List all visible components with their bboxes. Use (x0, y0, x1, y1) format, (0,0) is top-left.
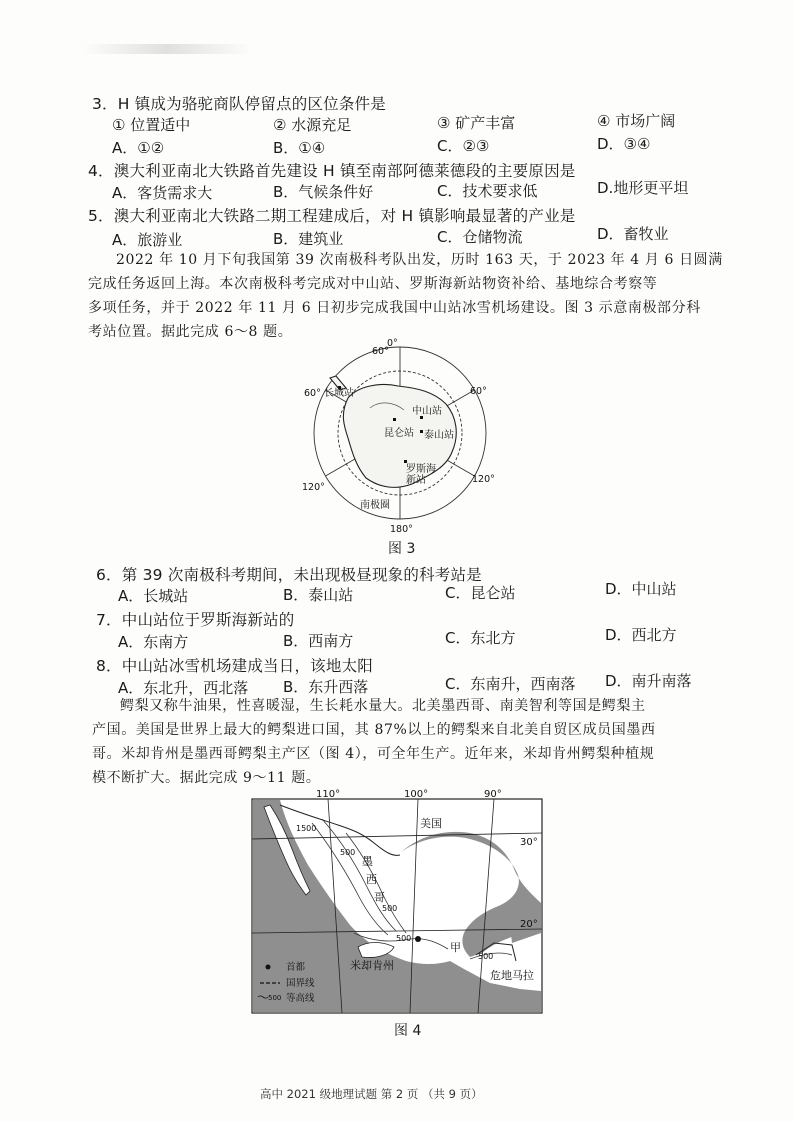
question-4-stem: 4．澳大利亚南北大铁路首先建设 H 镇至南部阿德莱德段的主要原因是 (88, 162, 576, 180)
q5-option-c[interactable]: C．仓储物流 (437, 228, 523, 246)
q4-option-b[interactable]: B．气候条件好 (273, 183, 374, 201)
region-label-michoacan: 米却肯州 (350, 959, 394, 972)
passage-1 (88, 248, 723, 344)
q3-item-2: ② 水源充足 (273, 116, 352, 134)
contour-value: 500 (340, 848, 356, 857)
q3-option-d[interactable]: D．③④ (597, 135, 651, 153)
station-label-zhongshan: 中山站 (412, 406, 442, 417)
q7-option-c[interactable]: C．东北方 (445, 629, 516, 647)
q4-option-d[interactable]: D.地形更平坦 (597, 179, 689, 197)
fig3-deg-top: 0° (387, 338, 398, 349)
header-smudge (82, 44, 252, 54)
lat-label-20: 20° (520, 919, 538, 930)
passage-2-line: 哥。米却肯州是墨西哥鳄梨主产区（图 4），可全年生产。近年来，米却肯州鳄梨种植规 (92, 746, 655, 762)
label-antarctic-circle: 南极圈 (360, 500, 390, 511)
station-label-taishan: 泰山站 (424, 430, 454, 441)
q3-option-c[interactable]: C．②③ (437, 137, 490, 155)
page-footer: 高中 2021 级地理试题 第 2 页 （共 9 页） (260, 1087, 483, 1101)
question-8-stem: 8．中山站冰雪机场建成当日，该地太阳 (96, 657, 373, 675)
passage-1-line: 完成任务返回上海。本次南极科考完成对中山站、罗斯海新站物资补给、基地综合考察等 (88, 276, 658, 292)
station-marker-ross-sea (404, 460, 407, 463)
passage-2-line: 模不断扩大。据此完成 9～11 题。 (92, 770, 321, 786)
passage-2-line: 鳄梨又称牛油果，性喜暖湿，生长耗水量大。北美墨西哥、南美智利等国是鳄梨主 (120, 698, 646, 714)
q6-option-d[interactable]: D．中山站 (605, 580, 677, 598)
q8-option-a[interactable]: A．东北升，西北落 (118, 679, 249, 697)
legend-contour-label: 等高线 (286, 993, 315, 1004)
place-label-jia: 甲 (450, 941, 461, 954)
q3-option-b[interactable]: B．①④ (273, 139, 326, 157)
q8-option-d[interactable]: D．南升南落 (605, 672, 692, 690)
station-marker-kunlun (393, 418, 396, 421)
contour-value: 500 (478, 952, 494, 961)
lat-label-30: 30° (520, 837, 538, 848)
q5-option-a[interactable]: A．旅游业 (112, 231, 183, 249)
q3-item-4: ④ 市场广阔 (597, 112, 676, 130)
fig3-deg-bottom-left: 120° (302, 482, 325, 493)
question-5-stem: 5．澳大利亚南北大铁路二期工程建成后，对 H 镇影响最显著的产业是 (88, 207, 576, 225)
country-label-mexico-1: 墨 (362, 855, 373, 868)
fig3-deg-top-left: 60° (372, 346, 389, 357)
station-label-kunlun: 昆仑站 (384, 428, 414, 439)
q3-item-1: ① 位置适中 (112, 116, 191, 134)
q5-option-d[interactable]: D．畜牧业 (597, 225, 669, 243)
contour-value: 500 (382, 904, 398, 913)
figure-4-caption: 图 4 (394, 1023, 422, 1039)
q7-option-d[interactable]: D．西北方 (605, 626, 677, 644)
legend-border-label: 国界线 (286, 978, 315, 989)
q6-option-b[interactable]: B．泰山站 (283, 586, 354, 604)
country-label-guatemala: 危地马拉 (490, 969, 534, 982)
contour-value: 500 (396, 934, 412, 943)
q3-item-3: ③ 矿产丰富 (437, 114, 516, 132)
lon-label-110: 110° (316, 789, 341, 800)
fig3-deg-left: 60° (304, 388, 321, 399)
country-label-mexico-2: 西 (366, 873, 377, 886)
lon-label-100: 100° (404, 789, 429, 800)
question-6-stem: 6．第 39 次南极科考期间，未出现极昼现象的科考站是 (96, 566, 482, 584)
q4-option-c[interactable]: C．技术要求低 (437, 182, 538, 200)
q4-option-a[interactable]: A．客货需求大 (112, 184, 213, 202)
q8-option-b[interactable]: B．东升西落 (283, 678, 369, 696)
passage-1-line: 考站位置。据此完成 6～8 题。 (88, 324, 293, 340)
fig3-deg-right: 60° (470, 386, 487, 397)
legend-capital-icon (266, 965, 271, 970)
station-label-ross-sea-new: 新站 (406, 475, 426, 486)
figure-4-mexico-map (250, 783, 550, 1018)
q7-option-a[interactable]: A．东南方 (118, 633, 189, 651)
passage-2-line: 产国。美国是世界上最大的鳄梨进口国，其 87%以上的鳄梨来自北美自贸区成员国墨西 (92, 722, 656, 738)
station-label-ross-sea: 罗斯海 (406, 464, 436, 475)
station-label-changcheng: 长城站 (324, 388, 354, 399)
q6-option-c[interactable]: C．昆仑站 (445, 584, 516, 602)
fig3-deg-bottom-right: 120° (472, 474, 495, 485)
station-marker-taishan (420, 430, 423, 433)
legend-capital-label: 首都 (286, 962, 306, 973)
question-3-stem: 3．H 镇成为骆驼商队停留点的区位条件是 (92, 95, 386, 113)
passage-2 (92, 694, 656, 790)
figure-3-antarctica-map (300, 338, 500, 538)
legend-contour-value: 500 (268, 994, 282, 1002)
contour-value: 1500 (296, 824, 317, 833)
capital-marker (415, 936, 421, 942)
fig3-deg-bottom: 180° (390, 524, 413, 535)
q3-option-a[interactable]: A．①② (112, 139, 165, 157)
figure-3-caption: 图 3 (388, 541, 416, 557)
q8-option-c[interactable]: C．东南升，西南落 (445, 675, 576, 693)
country-label-usa: 美国 (420, 817, 442, 830)
lon-label-90: 90° (484, 789, 502, 800)
q5-option-b[interactable]: B．建筑业 (273, 230, 344, 248)
passage-1-line: 多项任务，并于 2022 年 11 月 6 日初步完成我国中山站冰雪机场建设。图 3 示意南极部分科 (88, 300, 701, 316)
q6-option-a[interactable]: A．长城站 (118, 587, 189, 605)
question-7-stem: 7．中山站位于罗斯海新站的 (96, 611, 295, 629)
country-label-mexico-3: 哥 (374, 891, 385, 904)
passage-1-line: 2022 年 10 月下旬我国第 39 次南极科考队出发，历时 163 天，于 2023 年 4 月 6 日圆满 (116, 252, 723, 268)
q7-option-b[interactable]: B．西南方 (283, 632, 354, 650)
